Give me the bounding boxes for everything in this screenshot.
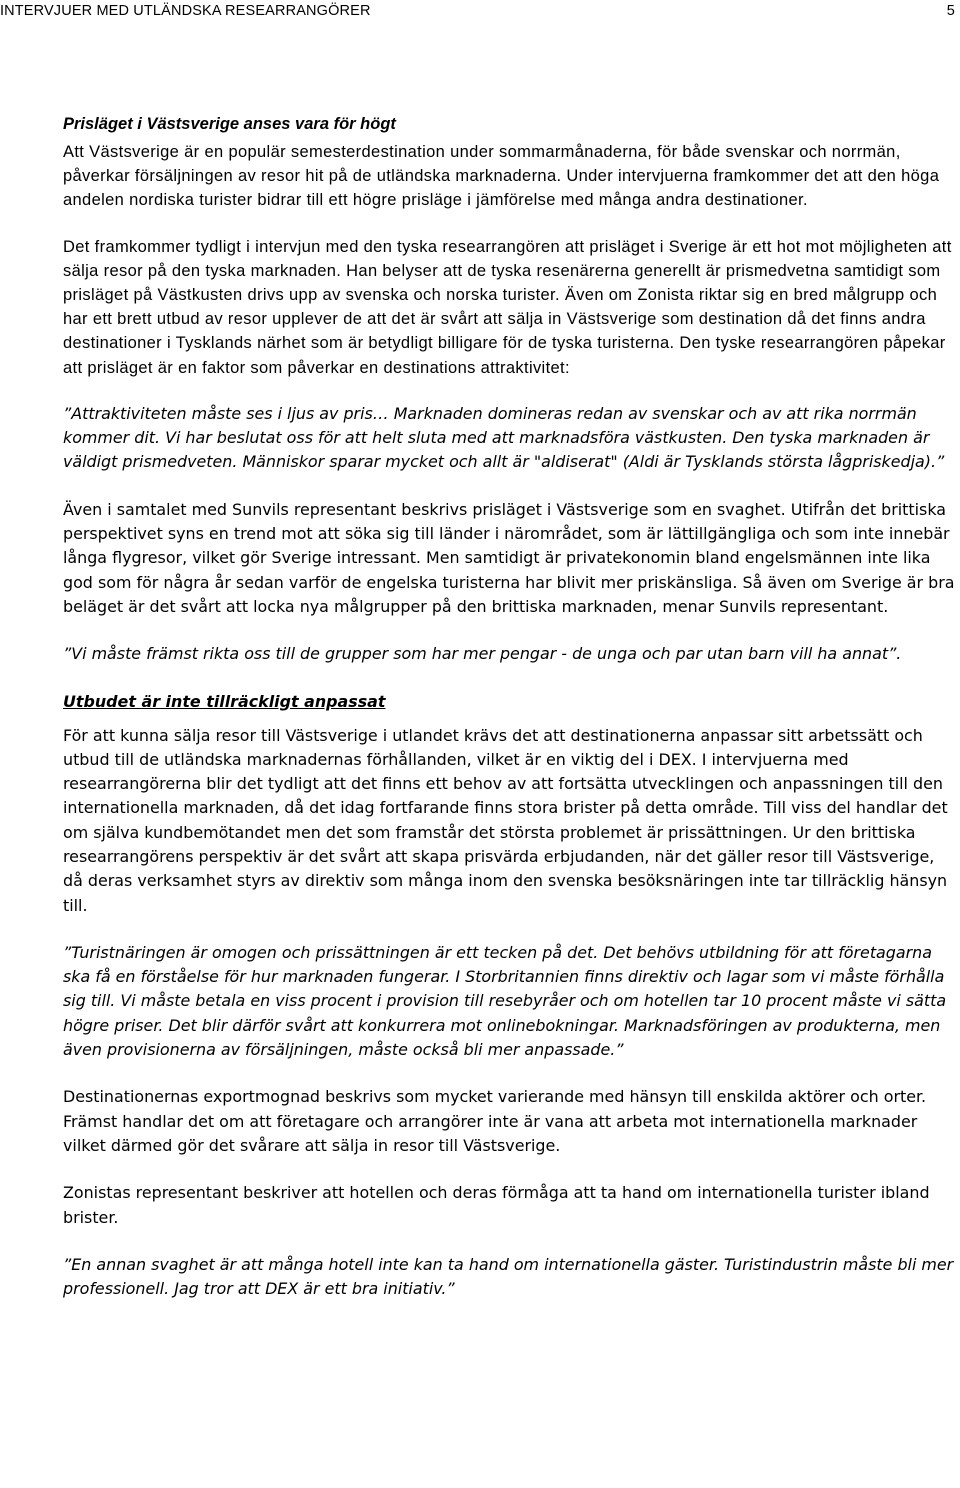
paragraph: Även i samtalet med Sunvils representant beskrivs prisläget i Västsverige som en svaghet. Utifrån det brittiska perspektivet syns en trend mot att söka sig till länder i närområdet, som är lättillgängliga och som inte innebär långa flygresor, vilket gör Sverige intressant. Men samtidigt är privatekonomin bland engelsmännen inte lika god som för några år sedan varför de engelska turisterna har blivit mer priskänsliga. Så även om Sverige är bra beläget är det svårt att locka nya målgrupper på den brittiska marknaden, menar Sunvils representant. xyxy=(63,499,955,616)
page-number: 5 xyxy=(946,3,955,19)
section-heading-pricing: Prisläget i Västsverige anses vara för högt xyxy=(63,115,396,133)
paragraph: Destinationernas exportmognad beskrivs som mycket varierande med hänsyn till enskilda aktörer och orter. Främst handlar det om att företagare och arrangörer inte är vana att arbeta mot internationella marknader vilket därmed gör det svårare att sälja in resor till Västsverige. xyxy=(63,1087,927,1155)
quote: ”Turistnäringen är omogen och prissättningen är ett tecken på det. Det behövs utbildning för att företagarna ska få en förståelse för hur marknaden fungerar. I Storbritannien finns direktiv och lagar som vi måste förhålla sig till. Vi måste betala en viss procent i provision till resebyråer och om hotellen tar 10 procent måste vi sätta högre priser. Det blir därför svårt att konkurrera mot onlinebokningar. Marknadsföringen av produkterna, men även provisionerna av försäljningen, måste också bli mer anpassade.” xyxy=(63,942,947,1060)
paragraph: För att kunna sälja resor till Västsverige i utlandet krävs det att destinationerna anpassar sitt arbetssätt och utbud till de utländska marknadernas förhållanden, vilket är en viktig del i DEX. I intervjuerna med researrangörerna blir det tydligt att det finns ett behov av att fortsätta utvecklingen och anpassningen till den internationella marknaden, då det idag fortfarande finns stora brister på detta område. Till viss del handlar det om själva kundbemötandet men det som framstår det största problemet är prissättningen. Ur den brittiska researrangörens perspektiv är det svårt att skapa prisvärda erbjudanden, när det gäller resor till Västsverige, då deras verksamhet styrs av direktiv som många inom den svenska besöksnäringen inte tar tillräcklig hänsyn till. xyxy=(63,725,948,915)
quote: ”En annan svaghet är att många hotell inte kan ta hand om internationella gäster. Turistindustrin måste bli mer professionell. Jag tror att DEX är ett bra initiativ.” xyxy=(63,1254,954,1299)
page-body xyxy=(63,112,958,1324)
paragraph: Det framkommer tydligt i intervjun med den tyska researrangören att prisläget i Sverige är ett hot mot möjligheten att sälja resor på den tyska marknaden. Han belyser att de tyska resenärerna generellt är prismedvetna samtidigt som prisläget på Västkusten drivs upp av svenska och norska turister. Även om Zonista riktar sig en bred målgrupp och har ett brett utbud av resor upplever de att det är svårt att sälja in Västsverige som destination då det finns andra destinationer i Tysklands närhet som är betydligt billigare för de tyska turisterna. Den tyske researrangören påpekar att prisläget är en faktor som påverkar en destinations attraktivitet: xyxy=(63,237,952,377)
running-header xyxy=(0,3,960,23)
quote: ”Vi måste främst rikta oss till de grupper som har mer pengar - de unga och par utan barn vill ha annat”. xyxy=(63,644,902,664)
paragraph: Zonistas representant beskriver att hotellen och deras förmåga att ta hand om internationella turister ibland brister. xyxy=(63,1183,930,1227)
section-heading-offering: Utbudet är inte tillräckligt anpassat xyxy=(63,691,386,711)
quote: ”Attraktiviteten måste ses i ljus av pris… Marknaden domineras redan av svenskar och av att rika norrmän kommer dit. Vi har beslutat oss för att helt sluta med att marknadsföra västkusten. Den tyska marknaden är väldigt prismedveten. Människor sparar mycket och allt är "aldiserat" (Aldi är Tysklands största lågpriskedja).” xyxy=(63,403,945,472)
paragraph: Att Västsverige är en populär semesterdestination under sommarmånaderna, för både svenskar och norrmän, påverkar försäljningen av resor hit på de utländska marknaderna. Under intervjuerna framkommer det att den höga andelen nordiska turister bidrar till ett högre prisläge i jämförelse med många andra destinationer. xyxy=(63,143,940,210)
running-header-title: INTERVJUER MED UTLÄNDSKA RESEARRANGÖRER xyxy=(0,3,371,19)
